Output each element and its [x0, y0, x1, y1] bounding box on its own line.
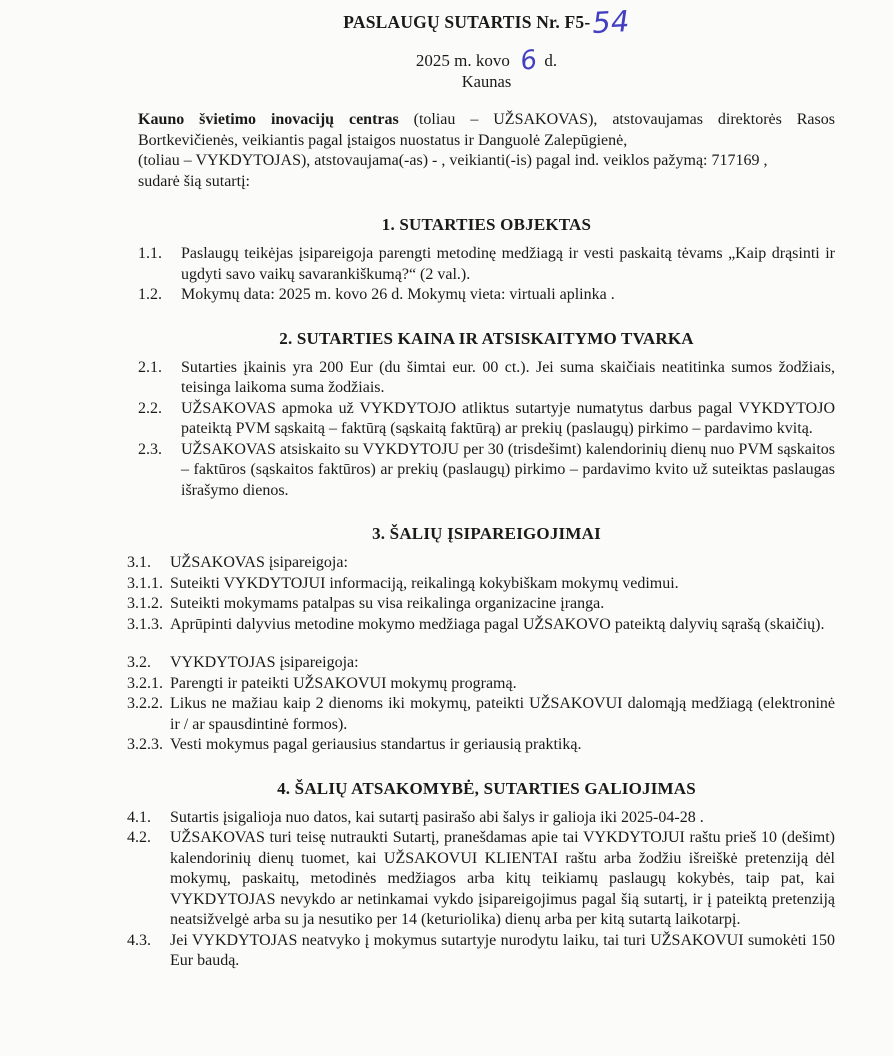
clause-text: UŽSAKOVAS turi teisę nutraukti Sutartį, pranešdamas apie tai VYKDYTOJUI raštu prieš 10 (dešimt) kalendorinių dienų tuomet, kai UŽSAKOVUI KLIENTAI raštu arba žodžiu išreiškė pretenziją dėl mokymų, paskaitų, metodinės medžiagos arba kitų teikiamų paslaugų kokybės, taip pat, kai VYKDYTOJAS nevykdo ar netinkamai vykdo įsipareigojimus pagal šią sutartį, ir į pateiktą pretenziją neatsižvelgė arba su ja nesutiko per 14 (keturiolika) dienų arba per kitą sutartą laikotarpį.	[170, 829, 835, 928]
clause-number: 2.3.	[138, 440, 162, 458]
date-suffix: d.	[544, 51, 558, 70]
clause-2-3	[138, 440, 835, 502]
contractor-line: (toliau – VYKDYTOJAS), atstovaujama(-as) - , veikianti(-is) pagal ind. veiklos pažymą: 717169 ,	[138, 152, 768, 169]
clause-text: Vesti mokymus pagal geriausius standartus ir geriausią praktiką.	[170, 736, 582, 753]
clause-number: 2.2.	[138, 399, 162, 417]
section-heading-2: 2. SUTARTIES KAINA IR ATSISKAITYMO TVARKA	[279, 328, 694, 348]
intro-closing: sudarė šią sutartį:	[138, 172, 250, 190]
clause-3-1-3	[127, 615, 835, 636]
clause-4-3	[127, 931, 835, 972]
clause-number: 3.1.2.	[127, 595, 163, 612]
clause-text: Parengti ir pateikti UŽSAKOVUI mokymų programą.	[170, 674, 517, 692]
clause-number: 3.2.2.	[127, 695, 163, 712]
clause-3-1-1	[127, 574, 835, 595]
customer-description: (toliau – UŽSAKOVAS), atstovaujamas direktorės Rasos Bortkevičienės, veikiantis pagal įstaigos nuostatus ir Danguolė Zalepūgienė,	[138, 111, 835, 149]
clause-text: Mokymų data: 2025 m. kovo 26 d. Mokymų vieta: virtuali aplinka .	[181, 286, 615, 303]
clause-3-1-2	[127, 594, 835, 615]
section-heading-3: 3. ŠALIŲ ĮSIPAREIGOJIMAI	[372, 524, 601, 543]
clause-text: Likus ne mažiau kaip 2 dienoms iki mokymų, pateikti UŽSAKOVUI dalomąją medžiagą (elektroninė ir / ar spausdintinė formos).	[170, 695, 835, 733]
city-line: Kaunas	[461, 72, 512, 91]
clause-number: 1.2.	[138, 286, 162, 303]
clause-3-1	[127, 553, 835, 574]
clause-text: Sutartis įsigalioja nuo datos, kai sutartį pasirašo abi šalys ir galioja iki 2025-04-28 .	[170, 808, 704, 826]
clause-text: Suteikti mokymams patalpas su visa reikalinga organizacine įranga.	[170, 595, 605, 612]
handwritten-contract-number: 54	[591, 4, 631, 40]
clause-number: 2.1.	[138, 358, 162, 376]
document-title-text: PASLAUGŲ SUTARTIS Nr. F5-	[343, 12, 591, 32]
clause-text: Sutarties įkainis yra 200 Eur (du šimtai eur. 00 ct.). Jei suma skaičiais neatitinka sumos žodžiais, teisinga laikoma suma žodžiais.	[181, 358, 835, 396]
clause-number: 3.1.1.	[127, 574, 163, 592]
clause-number: 3.2.	[127, 654, 151, 671]
clause-1-2	[138, 285, 835, 306]
clause-text: Suteikti VYKDYTOJUI informaciją, reikalingą kokybiškam mokymų vedimui.	[170, 574, 679, 592]
clause-text: UŽSAKOVAS apmoka už VYKDYTOJO atliktus sutartyje numatytus darbus pagal VYKDYTOJO pateiktą PVM sąskaitą – faktūrą (sąskaitą faktūrą) ar prekių (paslaugų) pirkimo – pardavimo kvitą.	[181, 399, 835, 437]
date-prefix: 2025 m. kovo	[415, 51, 510, 70]
clause-3-2-3	[127, 735, 835, 756]
clause-2-1	[138, 358, 835, 399]
section-heading-4: 4. ŠALIŲ ATSAKOMYBĖ, SUTARTIES GALIOJIMAS	[277, 778, 696, 798]
date-line	[138, 44, 835, 78]
clause-number: 4.1.	[127, 808, 151, 826]
clause-text: UŽSAKOVAS atsiskaito su VYKDYTOJU per 30 (trisdešimt) kalendorinių dienų nuo PVM sąskaitos – faktūros (sąskaitos faktūros) ar prekių (paslaugų) pirkimo – pardavimo kvito už suteiktas paslaugas išrašymo dienos.	[181, 440, 835, 499]
clause-1-1	[138, 244, 835, 285]
clause-number: 1.1.	[138, 245, 162, 262]
clause-number: 4.2.	[127, 829, 151, 846]
clause-text: UŽSAKOVAS įsipareigoja:	[170, 554, 348, 571]
clause-number: 3.2.1.	[127, 674, 163, 692]
clause-number: 4.3.	[127, 931, 151, 949]
intro-parties	[138, 110, 835, 151]
clause-text: Aprūpinti dalyvius metodine mokymo medžiaga pagal UŽSAKOVO pateiktą dalyvių sąrašą (skaičių).	[170, 615, 825, 633]
clause-number: 3.2.3.	[127, 736, 163, 753]
clause-4-1	[127, 808, 835, 829]
document-title	[138, 4, 835, 40]
handwritten-day: 6	[517, 44, 540, 78]
section-heading-1: 1. SUTARTIES OBJEKTAS	[381, 215, 592, 234]
clause-text: Jei VYKDYTOJAS neatvyko į mokymus sutartyje nurodytu laiku, tai turi UŽSAKOVUI sumokėti 150 Eur baudą.	[170, 931, 835, 969]
customer-name: Kauno švietimo inovacijų centras	[138, 111, 399, 128]
clause-4-2	[127, 828, 835, 931]
clause-2-2	[138, 399, 835, 440]
clause-text: VYKDYTOJAS įsipareigoja:	[170, 654, 359, 671]
clause-3-2-1	[127, 674, 835, 695]
clause-text: Paslaugų teikėjas įsipareigoja parengti metodinę medžiagą ir vesti paskaitą tėvams „Kaip drąsinti ir ugdyti savo vaikų savarankiškumą?“ (2 val.).	[181, 245, 835, 283]
clause-number: 3.1.3.	[127, 615, 163, 633]
intro-paragraph	[138, 110, 835, 192]
clause-number: 3.1.	[127, 554, 151, 571]
clause-3-2-2	[127, 694, 835, 735]
clause-3-2	[127, 653, 835, 674]
